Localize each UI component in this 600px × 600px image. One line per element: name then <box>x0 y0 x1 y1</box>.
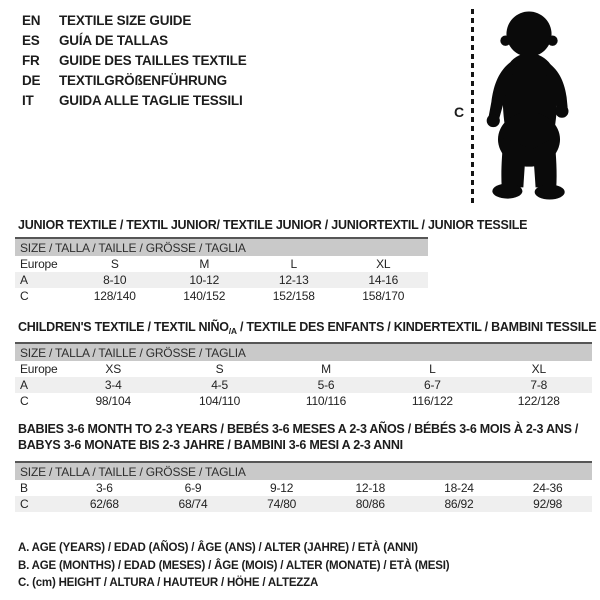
row-label: C <box>15 496 60 512</box>
language-row <box>22 90 247 110</box>
row-label: B <box>20 481 28 495</box>
size-cell: S <box>215 362 224 376</box>
table-row <box>15 272 428 288</box>
size-cell: 8-10 <box>70 272 160 288</box>
language-guide-title: TEXTILGRÖßENFÜHRUNG <box>59 72 227 88</box>
size-cell: 4-5 <box>166 377 272 393</box>
size-cell: 12-18 <box>355 481 386 495</box>
language-guide-title: GUÍA DE TALLAS <box>59 32 168 48</box>
size-cell: XL <box>531 362 546 376</box>
size-cell: 110/116 <box>305 394 347 408</box>
footnote-a: A. AGE (YEARS) / EDAD (AÑOS) / ÂGE (ANS) / ALTER (JAHRE) / ETÀ (ANNI) <box>18 542 418 554</box>
size-cell: M <box>321 362 331 376</box>
row-label: C <box>20 394 29 408</box>
row-label: Europe <box>20 257 58 271</box>
size-cell: 3-6 <box>95 481 113 495</box>
size-cell: M <box>199 257 210 271</box>
size-header-row <box>15 343 592 361</box>
size-cell: 14-16 <box>339 272 429 288</box>
babies-size-table <box>15 461 592 512</box>
size-cell: S <box>110 257 119 271</box>
language-title-block <box>22 10 247 110</box>
size-header-row <box>15 238 428 256</box>
size-cell: 62/68 <box>60 496 149 512</box>
toddler-silhouette-image <box>482 6 576 207</box>
language-code: FR <box>22 52 40 68</box>
size-cell: 3-4 <box>60 377 166 393</box>
language-row <box>22 70 247 90</box>
size-cell: 74/80 <box>237 496 326 512</box>
table-row <box>15 256 428 272</box>
size-cell: 12-13 <box>249 272 339 288</box>
size-cell: 104/110 <box>199 394 241 408</box>
babies-table-title-line2: BABYS 3-6 MONATE BIS 2-3 JAHRE / BAMBINI 3-6 MESI A 2-3 ANNI <box>18 438 403 452</box>
junior-size-table <box>15 237 428 304</box>
size-cell: XS <box>105 362 121 376</box>
language-code: IT <box>22 92 34 108</box>
size-cell: 140/152 <box>183 289 226 303</box>
language-row <box>22 50 247 70</box>
size-header-label: SIZE / TALLA / TAILLE / GRÖSSE / TAGLIA <box>15 238 428 256</box>
height-measure-label: C <box>454 104 465 120</box>
babies-table-title-line1: BABIES 3-6 MONTH TO 2-3 YEARS / BEBÉS 3-6 MESES A 2-3 AÑOS / BÉBÉS 3-6 MOIS À 2-3 ANS / <box>18 422 579 436</box>
size-cell: 5-6 <box>273 377 379 393</box>
language-code: ES <box>22 32 40 48</box>
size-header-row <box>15 462 592 480</box>
children-title-subscript: /A <box>228 326 237 336</box>
footnote-legend <box>18 540 449 593</box>
size-header-label: SIZE / TALLA / TAILLE / GRÖSSE / TAGLIA <box>15 343 592 361</box>
size-header-label: SIZE / TALLA / TAILLE / GRÖSSE / TAGLIA <box>15 462 592 480</box>
size-cell: 152/158 <box>272 289 315 303</box>
size-cell: 86/92 <box>415 496 504 512</box>
size-cell: 116/122 <box>411 394 453 408</box>
children-title-text: CHILDREN'S TEXTILE / TEXTIL NIÑO <box>18 320 229 334</box>
table-row <box>15 480 592 496</box>
children-table-title <box>18 320 596 336</box>
junior-table-title: JUNIOR TEXTILE / TEXTIL JUNIOR/ TEXTILE JUNIOR / JUNIORTEXTIL / JUNIOR TESSILE <box>18 218 528 232</box>
table-row <box>15 361 592 377</box>
size-cell: 92/98 <box>503 496 592 512</box>
row-label: A <box>15 377 60 393</box>
table-row <box>15 288 428 304</box>
size-cell: 68/74 <box>149 496 238 512</box>
language-code: DE <box>22 72 41 88</box>
language-guide-title: TEXTILE SIZE GUIDE <box>59 12 192 28</box>
size-cell: 80/86 <box>326 496 415 512</box>
size-cell: 122/128 <box>517 394 560 408</box>
size-cell: 6-9 <box>184 481 202 495</box>
size-cell: 98/104 <box>95 394 131 408</box>
size-cell: 18-24 <box>444 481 474 495</box>
language-guide-title: GUIDA ALLE TAGLIE TESSILI <box>59 92 243 108</box>
row-label: A <box>15 272 70 288</box>
size-cell: 24-36 <box>532 481 563 495</box>
table-row <box>15 377 592 393</box>
size-cell: XL <box>376 257 391 271</box>
language-row <box>22 10 247 30</box>
height-dashed-line <box>471 9 474 206</box>
footnote-b: B. AGE (MONTHS) / EDAD (MESES) / ÂGE (MOIS) / ALTER (MONATE) / ETÀ (MESI) <box>18 559 450 572</box>
size-cell: 7-8 <box>486 377 592 393</box>
size-cell: 128/140 <box>93 289 136 303</box>
row-label: Europe <box>20 362 58 376</box>
size-cell: 158/170 <box>362 289 405 303</box>
language-guide-title: GUIDE DES TAILLES TEXTILE <box>59 52 247 68</box>
size-cell: 10-12 <box>160 272 250 288</box>
size-cell: L <box>429 362 436 376</box>
footnote-c: C. (cm) HEIGHT / ALTURA / HAUTEUR / HÖHE / ALTEZZA <box>18 577 319 589</box>
children-size-table <box>15 342 592 409</box>
size-cell: 6-7 <box>379 377 485 393</box>
size-cell: 9-12 <box>270 481 294 495</box>
language-code: EN <box>22 12 41 28</box>
row-label: C <box>20 289 29 303</box>
language-row <box>22 30 247 50</box>
size-cell: L <box>290 257 297 271</box>
children-title-text: / TEXTILE DES ENFANTS / KINDERTEXTIL / BAMBINI TESSILE <box>236 320 597 334</box>
table-row <box>15 496 592 512</box>
table-row <box>15 393 592 409</box>
